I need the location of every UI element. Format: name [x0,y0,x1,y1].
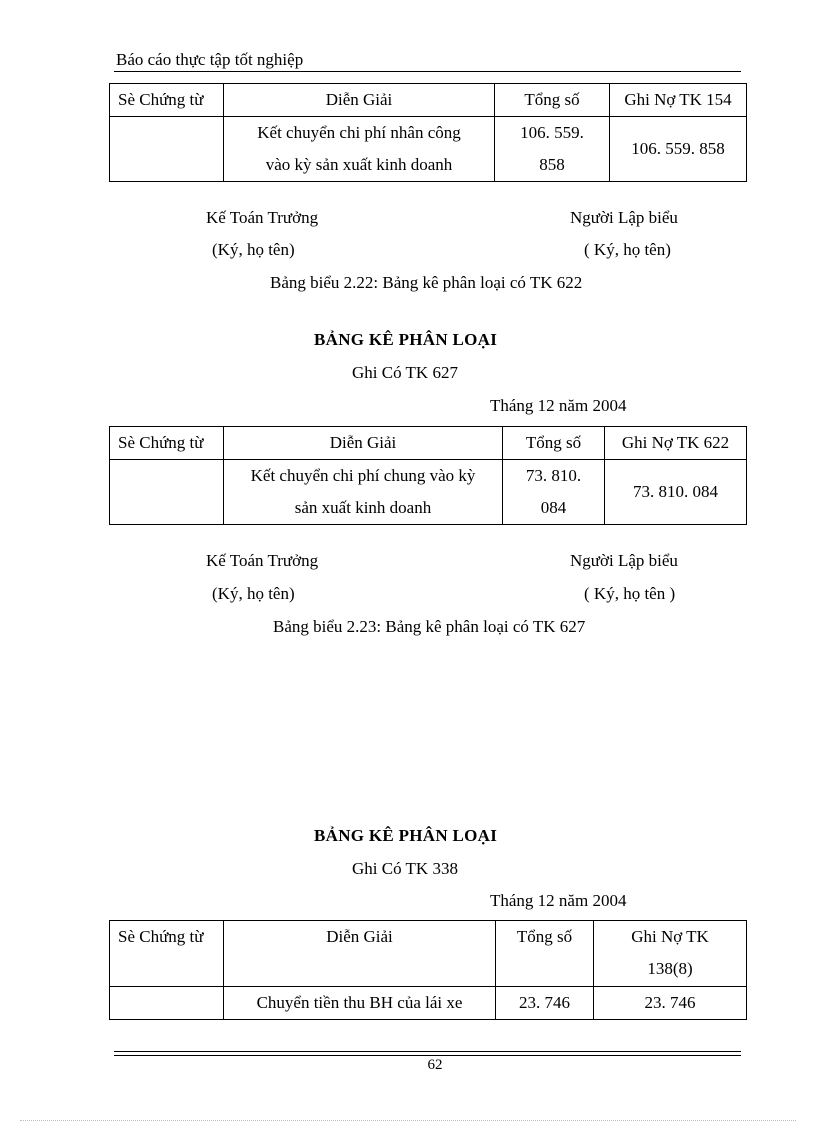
cell-desc [224,460,503,525]
col-header-total: Tổng số [495,84,610,117]
ledger-table-tk627 [109,426,747,525]
cell-debit: 106. 559. 858 [610,117,747,182]
section-date: Tháng 12 năm 2004 [490,891,627,910]
cell-total-line1: 106. 559. [520,123,584,142]
signature-left-sub: (Ký, họ tên) [212,584,295,603]
col-header-desc: Diễn Giải [224,427,503,460]
cell-desc-line1: Kết chuyển chi phí chung vào kỳ [250,466,476,485]
page-number: 62 [427,1057,443,1073]
cell-total [495,117,610,182]
signature-right-sub: ( Ký, họ tên) [584,240,671,259]
signature-right-title: Người Lập biểu [570,551,678,570]
cell-desc [224,117,495,182]
cell-total [503,460,605,525]
col-header-debit: Ghi Nợ TK 154 [610,84,747,117]
cell-desc-line1: Kết chuyển chi phí nhân công [257,123,461,142]
header-rule [114,71,741,72]
cell-total-line1: 73. 810. [525,466,582,485]
col-header-debit-line1: Ghi Nợ TK [631,927,709,946]
col-header-debit [594,921,747,987]
document-header-title: Báo cáo thực tập tốt nghiệp [116,50,304,69]
table-header-row [110,427,747,460]
signature-left-sub: (Ký, họ tên) [212,240,295,259]
col-header-debit: Ghi Nợ TK 622 [605,427,747,460]
table-row [110,987,747,1020]
cell-debit: 73. 810. 084 [605,460,747,525]
col-header-desc: Diễn Giải [224,921,496,987]
table-caption: Bảng biểu 2.22: Bảng kê phân loại có TK 622 [270,273,583,292]
cell-total-line2: 858 [539,155,565,174]
col-header-desc: Diễn Giải [224,84,495,117]
col-header-doc: Sè Chứng từ [110,427,224,460]
ledger-table-tk338 [109,920,747,1020]
ledger-table-tk622 [109,83,747,182]
page-bottom-dotted-line [20,1120,796,1121]
cell-desc: Chuyển tiền thu BH của lái xe [224,987,496,1020]
col-header-total: Tổng số [496,921,594,987]
cell-total-line2: 084 [540,498,567,517]
section-title: BẢNG KÊ PHÂN LOẠI [314,826,498,845]
section-title: BẢNG KÊ PHÂN LOẠI [314,330,498,349]
table-caption: Bảng biểu 2.23: Bảng kê phân loại có TK 627 [273,617,586,636]
signature-left-title: Kế Toán Trưởng [206,208,319,227]
table-header-row [110,84,747,117]
table-header-row [110,921,747,987]
col-header-total: Tổng số [503,427,605,460]
footer-rule [114,1051,741,1052]
cell-doc [110,117,224,182]
signature-right-title: Người Lập biểu [570,208,678,227]
section-subtitle: Ghi Có TK 338 [352,859,458,878]
col-header-doc: Sè Chứng từ [110,84,224,117]
footer-rule [114,1055,741,1056]
table-row [110,460,747,525]
cell-doc [110,987,224,1020]
signature-left-title: Kế Toán Trưởng [206,551,319,570]
section-subtitle: Ghi Có TK 627 [352,363,458,382]
table-row [110,117,747,182]
col-header-debit-line2: 138(8) [647,959,693,978]
cell-debit: 23. 746 [594,987,747,1020]
col-header-doc: Sè Chứng từ [110,921,224,987]
cell-desc-line2: vào kỳ sản xuất kinh doanh [265,155,453,174]
section-date: Tháng 12 năm 2004 [490,396,627,415]
cell-desc-line2: sản xuất kinh doanh [294,498,432,517]
cell-doc [110,460,224,525]
cell-total: 23. 746 [496,987,594,1020]
signature-right-sub: ( Ký, họ tên ) [584,584,676,603]
